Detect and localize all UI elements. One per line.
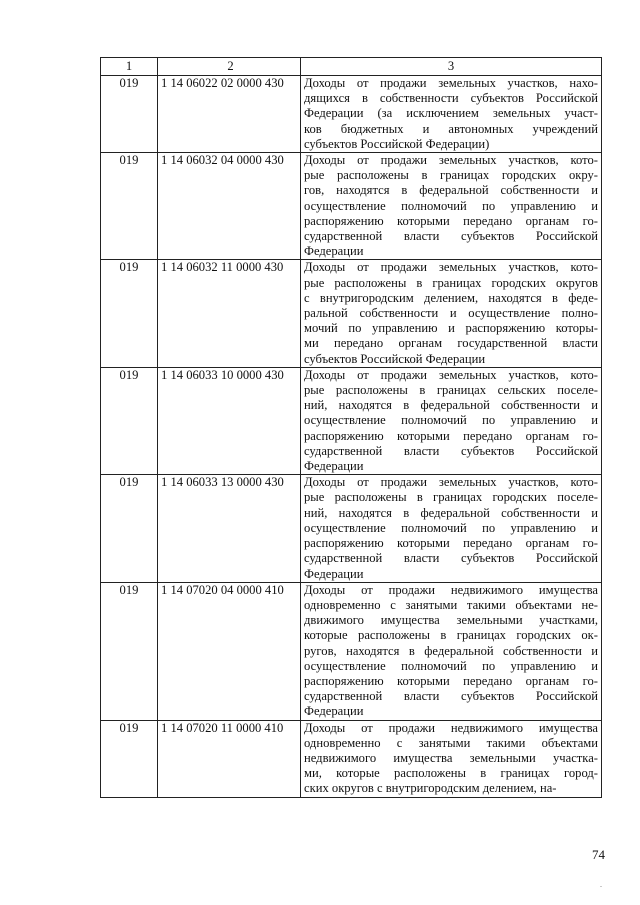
description-line: осуществление полномочий по управлению и <box>304 520 598 535</box>
description-cell <box>301 153 602 260</box>
description-line: Доходы от продажи земельных участков, кото- <box>304 475 598 490</box>
header-col-1: 1 <box>101 58 158 76</box>
description-line: мочий по управлению и распоряжению которы- <box>304 321 598 336</box>
table-row <box>101 76 602 153</box>
description-line: рые расположены в границах городских округов <box>304 275 598 290</box>
description-line: Федерации <box>304 459 364 474</box>
description-line: недвижимого имущества земельными участка- <box>304 750 598 765</box>
description-line: Доходы от продажи земельных участков, нахо- <box>304 76 598 90</box>
description-line: распоряжению которыми передано органам го- <box>304 213 598 228</box>
description-line: распоряжению которыми передано органам го- <box>304 428 598 443</box>
table-header-row <box>101 58 602 76</box>
description-line: ков бюджетных и автономных учреждений <box>304 121 598 136</box>
description-line: сударственной власти субъектов Российской <box>304 551 598 566</box>
description-line: дящихся в собственности субъектов Российской <box>304 91 598 106</box>
description-line: ми, которые расположены в границах город- <box>304 766 598 781</box>
description-line: рые расположены в границах сельских поселе- <box>304 383 598 398</box>
description-line: Федерации (за исключением земельных участ- <box>304 106 598 121</box>
description-line: осуществление полномочий по управлению и <box>304 198 598 213</box>
budget-code-cell: 1 14 06033 10 0000 430 <box>158 367 301 474</box>
budget-code-cell: 1 14 07020 04 0000 410 <box>158 582 301 720</box>
budget-code-cell: 1 14 06032 04 0000 430 <box>158 153 301 260</box>
table-row <box>101 475 602 582</box>
description-line: Доходы от продажи земельных участков, кото- <box>304 367 598 382</box>
description-line: Доходы от продажи земельных участков, кото- <box>304 153 598 168</box>
description-line: осуществление полномочий по управлению и <box>304 658 598 673</box>
description-line: движимого имущества земельными участками, <box>304 613 598 628</box>
description-cell <box>301 582 602 720</box>
description-line: сударственной власти субъектов Российской <box>304 229 598 244</box>
description-line: субъектов Российской Федерации <box>304 351 486 366</box>
budget-code-cell: 1 14 06032 11 0000 430 <box>158 260 301 367</box>
description-line: которые расположены в границах городских ок- <box>304 628 598 643</box>
admin-code-cell: 019 <box>101 76 158 153</box>
budget-code-cell: 1 14 07020 11 0000 410 <box>158 720 301 797</box>
description-cell <box>301 475 602 582</box>
description-line: распоряжению которыми передано органам го- <box>304 673 598 688</box>
admin-code-cell: 019 <box>101 475 158 582</box>
table-row <box>101 367 602 474</box>
description-line: рые расположены в границах городских поселе- <box>304 490 598 505</box>
description-line: субъектов Российской Федерации) <box>304 136 490 151</box>
description-cell <box>301 76 602 153</box>
header-col-2: 2 <box>158 58 301 76</box>
admin-code-cell: 019 <box>101 367 158 474</box>
budget-code-cell: 1 14 06033 13 0000 430 <box>158 475 301 582</box>
budget-code-cell: 1 14 06022 02 0000 430 <box>158 76 301 153</box>
description-cell <box>301 367 602 474</box>
admin-code-cell: 019 <box>101 720 158 797</box>
description-line: сударственной власти субъектов Российской <box>304 443 598 458</box>
description-line: одновременно с занятыми такими объектами <box>304 735 598 750</box>
description-line: осуществление полномочий по управлению и <box>304 413 598 428</box>
admin-code-cell: 019 <box>101 153 158 260</box>
description-cell <box>301 720 602 797</box>
description-line: Федерации <box>304 566 364 581</box>
description-line: ний, находятся в федеральной собственности и <box>304 398 598 413</box>
description-cell <box>301 260 602 367</box>
description-line: с внутригородским делением, находятся в феде- <box>304 290 598 305</box>
admin-code-cell: 019 <box>101 582 158 720</box>
description-line: ругов, находятся в федеральной собственности и <box>304 643 598 658</box>
description-line: ральной собственности и осуществление полно- <box>304 306 598 321</box>
budget-codes-table <box>100 57 602 798</box>
description-line: ских округов с внутригородским делением, на- <box>304 781 557 796</box>
table-row <box>101 260 602 367</box>
table-body <box>101 58 602 798</box>
description-line: Федерации <box>304 244 364 259</box>
description-line: Доходы от продажи недвижимого имущества <box>304 720 598 735</box>
page-number: 74 <box>592 847 605 862</box>
description-line: одновременно с занятыми такими объектами не- <box>304 597 598 612</box>
footer-mark: . <box>600 880 602 889</box>
description-line: Доходы от продажи недвижимого имущества <box>304 582 598 597</box>
description-line: рые расположены в границах городских окру- <box>304 168 598 183</box>
header-col-3: 3 <box>301 58 602 76</box>
table-row <box>101 153 602 260</box>
description-line: Федерации <box>304 704 364 719</box>
description-line: распоряжению которыми передано органам го- <box>304 536 598 551</box>
description-line: гов, находятся в федеральной собственности и <box>304 183 598 198</box>
description-line: ний, находятся в федеральной собственности и <box>304 505 598 520</box>
admin-code-cell: 019 <box>101 260 158 367</box>
table-row <box>101 720 602 797</box>
description-line: ми передано органам государственной власти <box>304 336 598 351</box>
description-line: сударственной власти субъектов Российской <box>304 689 598 704</box>
table-row <box>101 582 602 720</box>
description-line: Доходы от продажи земельных участков, кото- <box>304 260 598 275</box>
